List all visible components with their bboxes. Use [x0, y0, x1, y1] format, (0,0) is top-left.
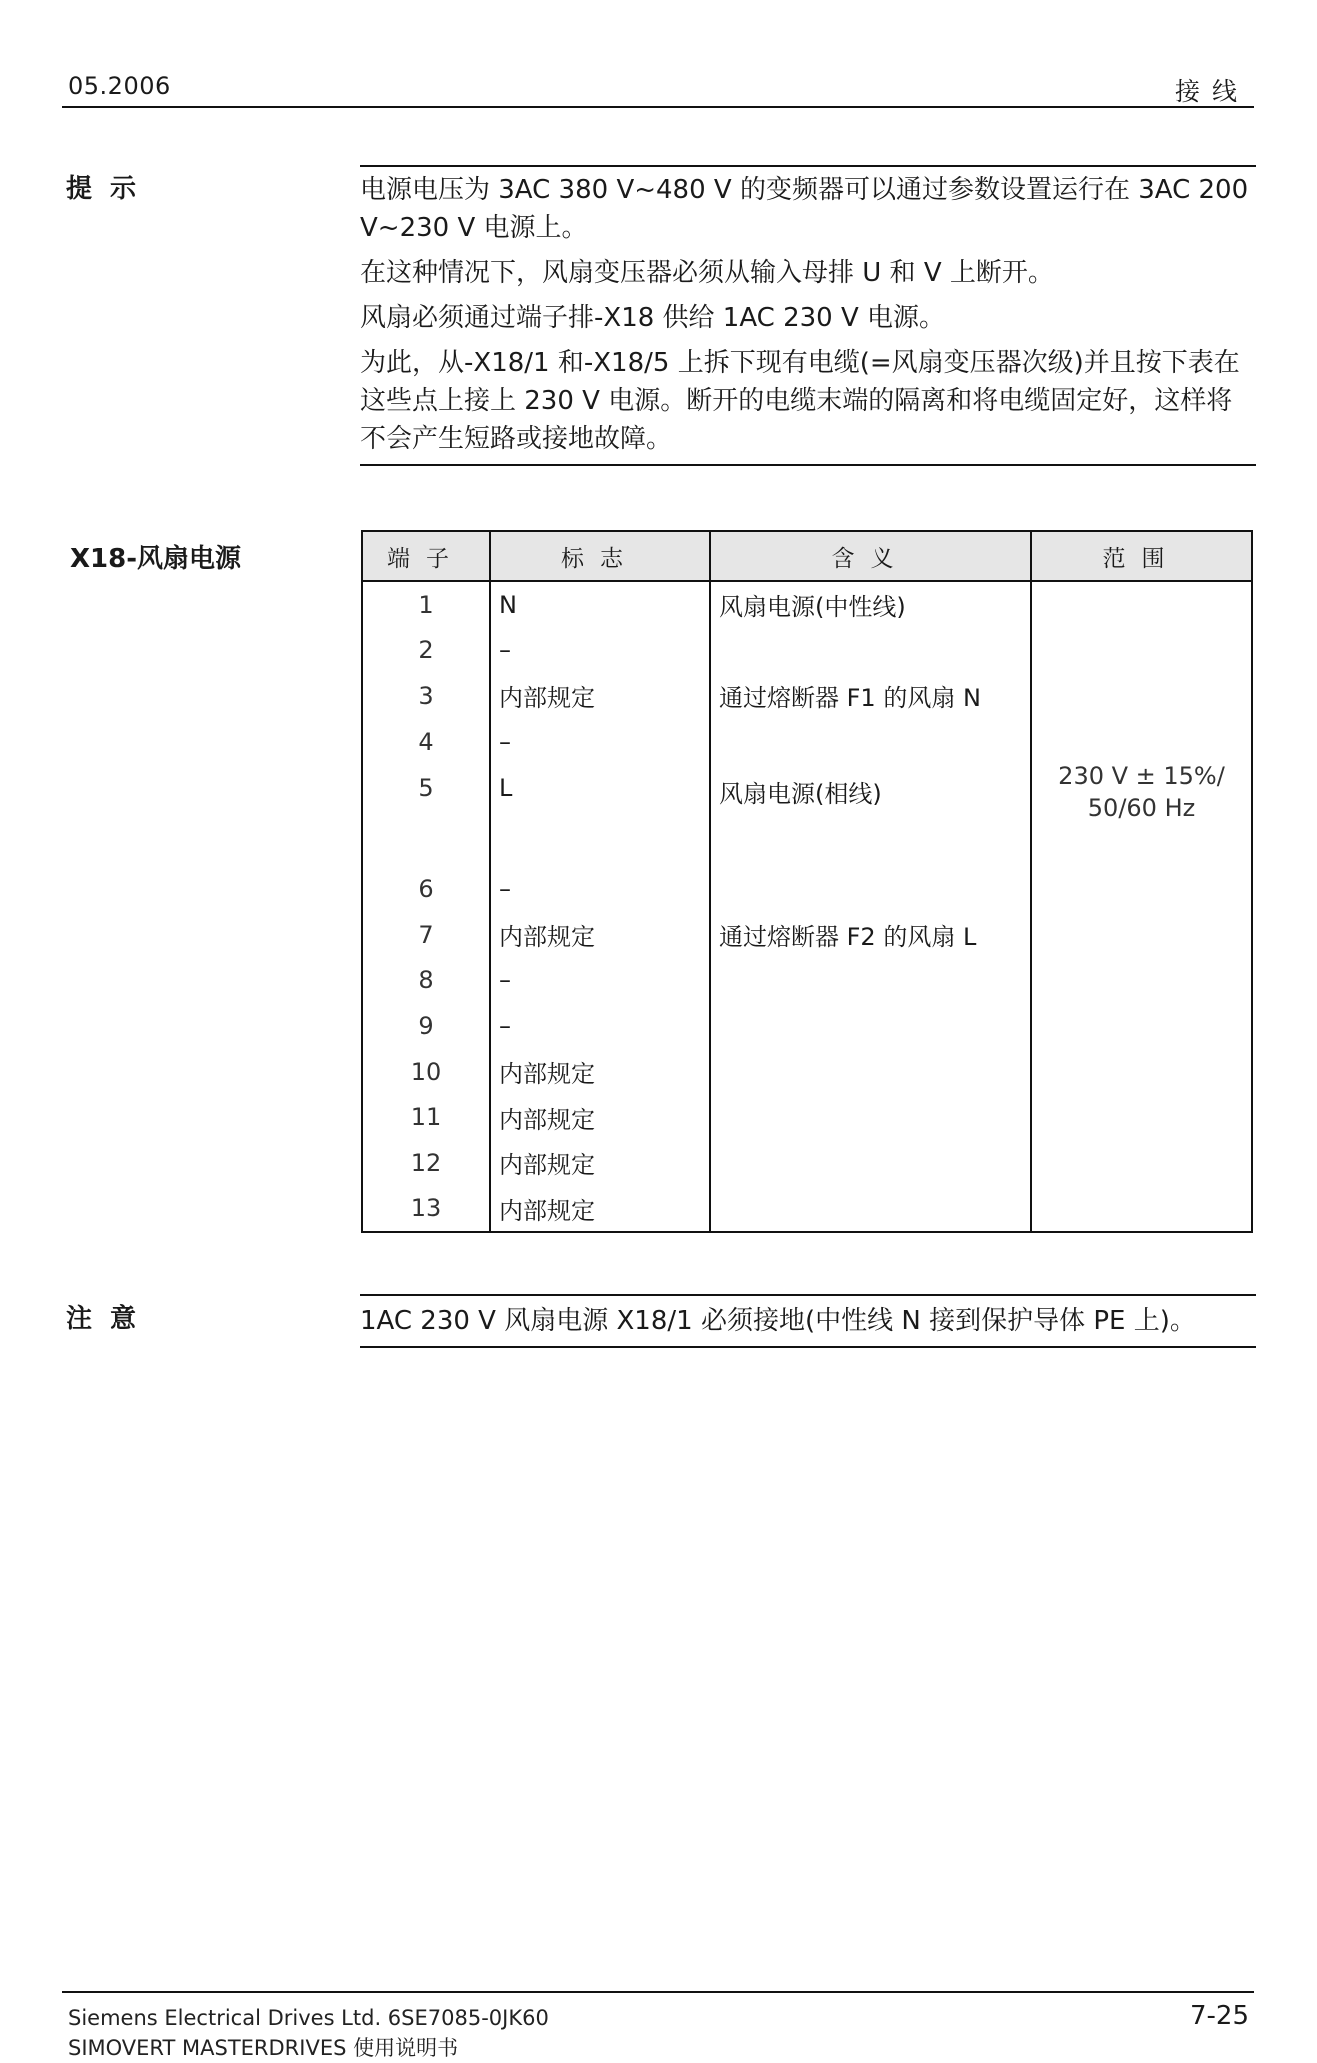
hint-paragraph-2: 在这种情况下，风扇变压器必须从输入母排 U 和 V 上断开。	[360, 258, 1054, 288]
mark-cell: N	[490, 581, 710, 628]
meaning-cell	[710, 1140, 1031, 1186]
caution-text: 1AC 230 V 风扇电源 X18/1 必须接地(中性线 N 接到保护导体 PE 上)。	[360, 1306, 1196, 1336]
hint-box	[360, 171, 1254, 458]
terminal-cell: 13	[362, 1186, 490, 1233]
mark-cell: –	[490, 1003, 710, 1049]
range-frequency: 50/60 Hz	[1087, 794, 1196, 822]
terminal-cell: 3	[362, 673, 490, 719]
terminal-cell: 8	[362, 958, 490, 1004]
col-header-terminal: 端子	[362, 531, 490, 581]
footer-line-1: Siemens Electrical Drives Ltd. 6SE7085-0JK60	[68, 2006, 549, 2030]
table-row	[362, 581, 1252, 628]
caution-top-rule	[360, 1294, 1256, 1296]
terminal-cell: 12	[362, 1140, 490, 1186]
meaning-cell	[710, 719, 1031, 765]
hint-label: 提示	[66, 174, 155, 204]
table-section-label: X18-风扇电源	[70, 544, 242, 574]
mark-cell: 内部规定	[490, 673, 710, 719]
terminal-cell: 2	[362, 628, 490, 674]
terminal-cell: 11	[362, 1094, 490, 1140]
mark-cell: 内部规定	[490, 1140, 710, 1186]
terminal-table	[361, 530, 1253, 1233]
meaning-cell	[710, 1094, 1031, 1140]
meaning-cell: 通过熔断器 F2 的风扇 L	[710, 912, 1031, 958]
terminal-cell: 5	[362, 764, 490, 866]
terminal-cell: 10	[362, 1049, 490, 1095]
meaning-cell	[710, 866, 1031, 912]
mark-cell: –	[490, 958, 710, 1004]
meaning-cell	[710, 628, 1031, 674]
footer-rule	[62, 1991, 1254, 1993]
mark-cell: –	[490, 628, 710, 674]
meaning-cell: 通过熔断器 F1 的风扇 N	[710, 673, 1031, 719]
mark-cell: 内部规定	[490, 912, 710, 958]
range-voltage: 230 V ± 15%/	[1058, 762, 1225, 790]
caution-bottom-rule	[360, 1346, 1256, 1348]
header-rule	[62, 106, 1254, 108]
terminal-cell: 4	[362, 719, 490, 765]
range-cell	[1031, 581, 1252, 1232]
terminal-cell: 6	[362, 866, 490, 912]
meaning-cell: 风扇电源(相线)	[710, 764, 1031, 866]
mark-cell: 内部规定	[490, 1049, 710, 1095]
meaning-cell	[710, 1186, 1031, 1233]
hint-paragraph-3: 风扇必须通过端子排-X18 供给 1AC 230 V 电源。	[360, 303, 946, 333]
hint-paragraph-1: 电源电压为 3AC 380 V~480 V 的变频器可以通过参数设置运行在 3AC 200 V~230 V 电源上。	[360, 175, 1249, 243]
mark-cell: –	[490, 719, 710, 765]
meaning-cell	[710, 1049, 1031, 1095]
hint-bottom-rule	[360, 464, 1256, 466]
caution-box	[360, 1302, 1254, 1340]
col-header-range: 范围	[1031, 531, 1252, 581]
meaning-cell	[710, 958, 1031, 1004]
footer-publisher	[68, 2003, 549, 2063]
col-header-meaning: 含义	[710, 531, 1031, 581]
terminal-cell: 1	[362, 581, 490, 628]
mark-cell: L	[490, 764, 710, 866]
page-number: 7-25	[1189, 2001, 1249, 2031]
meaning-cell: 风扇电源(中性线)	[710, 581, 1031, 628]
mark-cell: 内部规定	[490, 1186, 710, 1233]
terminal-cell: 7	[362, 912, 490, 958]
header-date: 05.2006	[68, 72, 171, 100]
hint-paragraph-4: 为此，从-X18/1 和-X18/5 上拆下现有电缆(=风扇变压器次级)并且按下表在这些点上接上 230 V 电源。断开的电缆末端的隔离和将电缆固定好，这样将不会产生短路或接地故障。	[360, 348, 1240, 454]
table-header-row	[362, 531, 1252, 581]
meaning-cell	[710, 1003, 1031, 1049]
col-header-mark: 标志	[490, 531, 710, 581]
hint-top-rule	[360, 165, 1256, 167]
terminal-cell: 9	[362, 1003, 490, 1049]
header-section-title: 接线	[1174, 77, 1249, 106]
mark-cell: 内部规定	[490, 1094, 710, 1140]
mark-cell: –	[490, 866, 710, 912]
footer-line-2: SIMOVERT MASTERDRIVES 使用说明书	[68, 2036, 459, 2060]
caution-label: 注意	[66, 1304, 155, 1334]
